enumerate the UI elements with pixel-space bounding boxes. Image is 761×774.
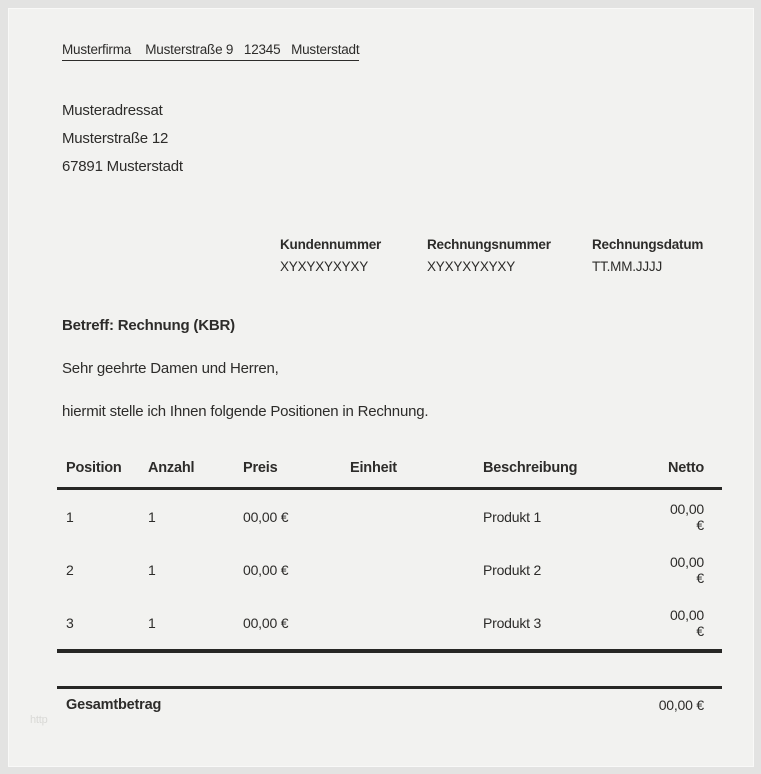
invoice-number-value: XYXYXYXYXY	[427, 259, 516, 274]
customer-number-label: Kundennummer	[280, 237, 382, 252]
recipient-name: Musteradressat	[62, 102, 163, 119]
sender-address-line: Musterfirma Musterstraße 9 12345 Musterstadt	[62, 42, 359, 61]
invoice-date-value: TT.MM.JJJJ	[592, 259, 662, 274]
table-row	[57, 490, 722, 543]
table-row	[57, 543, 722, 596]
cell-preis: 00,00 €	[243, 614, 289, 631]
cell-netto: 00,00 €	[669, 500, 704, 533]
total-value: 00,00 €	[658, 697, 704, 713]
cell-beschreibung: Produkt 1	[483, 508, 542, 525]
header-anzahl: Anzahl	[148, 460, 195, 476]
total-row	[57, 689, 722, 713]
cell-netto: 00,00 €	[669, 553, 704, 586]
invoice-number-block	[427, 238, 551, 274]
header-preis: Preis	[243, 460, 278, 476]
customer-number-value: XYXYXYXYXY	[280, 259, 369, 274]
greeting-line: Sehr geehrte Damen und Herren,	[62, 360, 279, 377]
cell-position: 3	[66, 614, 74, 631]
total-label: Gesamtbetrag	[66, 697, 162, 713]
invoice-number-label: Rechnungsnummer	[427, 237, 551, 252]
customer-number-block	[280, 238, 381, 274]
header-beschreibung: Beschreibung	[483, 460, 578, 476]
invoice-date-label: Rechnungsdatum	[592, 237, 704, 252]
cell-preis: 00,00 €	[243, 508, 289, 525]
subject-line: Betreff: Rechnung (KBR)	[62, 317, 235, 334]
table-header-row	[57, 460, 722, 490]
recipient-address-block	[62, 97, 183, 181]
cell-anzahl: 1	[148, 561, 156, 578]
cell-netto: 00,00 €	[669, 606, 704, 639]
cell-beschreibung: Produkt 2	[483, 561, 542, 578]
cell-anzahl: 1	[148, 614, 156, 631]
cell-anzahl: 1	[148, 508, 156, 525]
header-position: Position	[66, 460, 122, 476]
cell-beschreibung: Produkt 3	[483, 614, 542, 631]
recipient-city: 67891 Musterstadt	[62, 158, 183, 175]
cell-position: 2	[66, 561, 74, 578]
table-row	[57, 596, 722, 649]
line-items-table	[57, 460, 722, 713]
invoice-date-block	[592, 238, 703, 274]
watermark-text: http	[30, 714, 48, 726]
cell-position: 1	[66, 508, 74, 525]
header-einheit: Einheit	[350, 460, 397, 476]
recipient-street: Musterstraße 12	[62, 130, 169, 147]
cell-preis: 00,00 €	[243, 561, 289, 578]
header-netto: Netto	[667, 460, 704, 476]
intro-line: hiermit stelle ich Ihnen folgende Positionen in Rechnung.	[62, 403, 429, 420]
table-body	[57, 490, 722, 653]
